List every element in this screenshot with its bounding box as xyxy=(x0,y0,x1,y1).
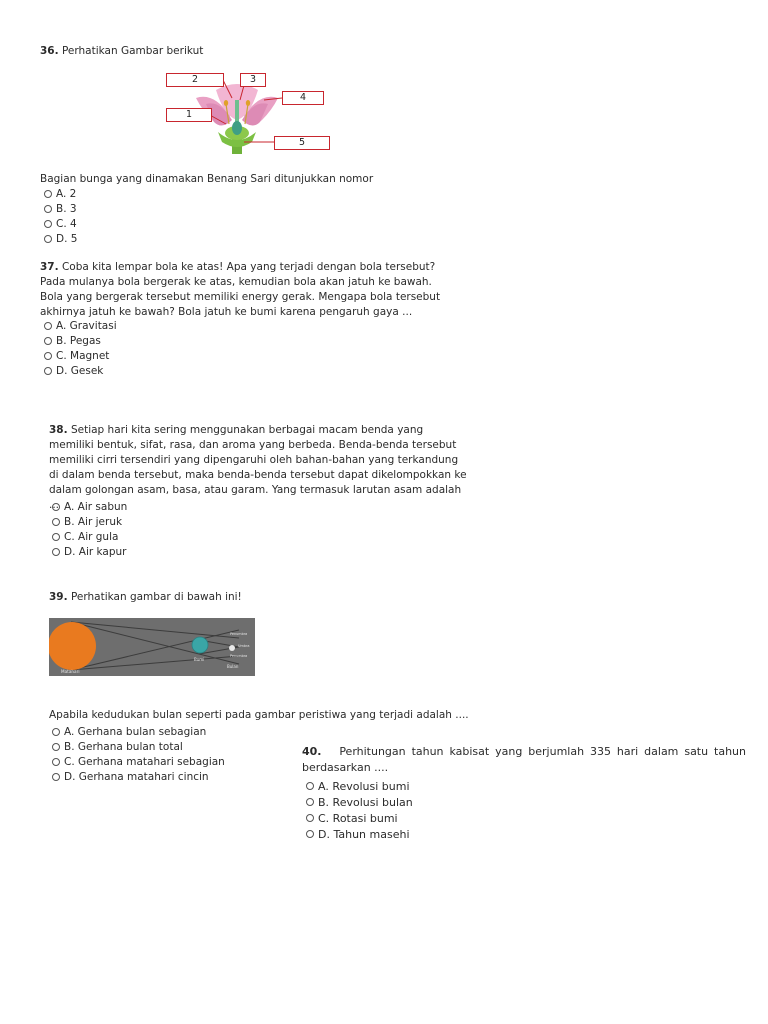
q36-question: Bagian bunga yang dinamakan Benang Sari ditunjukkan nomor xyxy=(40,173,374,185)
flower-label-2: 2 xyxy=(166,73,224,87)
option-label: D. 5 xyxy=(56,232,78,245)
q36-option-d[interactable] xyxy=(44,231,77,246)
option-label: C. Air gula xyxy=(64,530,119,543)
flower-label-4: 4 xyxy=(282,91,324,105)
q39-question: Apabila kedudukan bulan seperti pada gambar peristiwa yang terjadi adalah .... xyxy=(49,709,469,721)
option-label: B. Air jeruk xyxy=(64,515,123,528)
flower-diagram xyxy=(160,70,330,154)
q38-option-b[interactable] xyxy=(52,514,127,529)
q40-block xyxy=(302,744,746,842)
q36-option-b[interactable] xyxy=(44,201,77,216)
q39-option-b[interactable] xyxy=(52,739,225,754)
q39-title xyxy=(49,590,242,604)
q36-number: 36. xyxy=(40,45,59,57)
option-label: D. Gerhana matahari cincin xyxy=(64,770,209,783)
q39-title-text: Perhatikan gambar di bawah ini! xyxy=(70,591,242,603)
q37-option-c[interactable] xyxy=(44,348,117,363)
q38-option-c[interactable] xyxy=(52,529,127,544)
radio-icon[interactable] xyxy=(44,205,52,213)
option-label: D. Tahun masehi xyxy=(318,827,410,841)
radio-icon[interactable] xyxy=(44,337,52,345)
radio-icon[interactable] xyxy=(52,758,60,766)
radio-icon[interactable] xyxy=(306,798,314,806)
q37-option-a[interactable] xyxy=(44,318,117,333)
penumbra-label-bottom: Penumbra xyxy=(230,654,248,658)
q37-body: Coba kita lempar bola ke atas! Apa yang terjadi dengan bola tersebut? Pada mulanya bola bergerak ke atas, kemudian bola akan jatuh ke bawah. Bola yang bergerak tersebut memiliki energy gerak. Mengapa bola tersebut akhirnya jatuh ke bawah? Bola jatuh ke bumi karena pengaruh gaya ... xyxy=(40,261,441,318)
option-label: C. Gerhana matahari sebagian xyxy=(64,755,225,768)
option-label: A. Revolusi bumi xyxy=(318,779,410,793)
q39-number: 39. xyxy=(49,591,68,603)
eclipse-diagram xyxy=(49,618,255,676)
q40-option-a[interactable] xyxy=(306,778,746,794)
option-label: C. Magnet xyxy=(56,349,110,362)
option-label: B. 3 xyxy=(56,202,77,215)
radio-icon[interactable] xyxy=(44,190,52,198)
q39-option-d[interactable] xyxy=(52,769,225,784)
option-label: A. 2 xyxy=(56,187,77,200)
earth-label: Bumi xyxy=(194,657,205,662)
radio-icon[interactable] xyxy=(44,352,52,360)
q40-body: Perhitungan tahun kabisat yang berjumlah 335 hari dalam satu tahun berdasarkan .... xyxy=(302,745,746,774)
q37-options xyxy=(44,318,117,378)
q36-option-a[interactable] xyxy=(44,186,77,201)
radio-icon[interactable] xyxy=(44,220,52,228)
q36-title xyxy=(40,44,203,58)
q38-options xyxy=(52,499,127,559)
radio-icon[interactable] xyxy=(52,773,60,781)
option-label: B. Gerhana bulan total xyxy=(64,740,183,753)
q38-option-d[interactable] xyxy=(52,544,127,559)
option-label: A. Gerhana bulan sebagian xyxy=(64,725,207,738)
q38-option-a[interactable] xyxy=(52,499,127,514)
radio-icon[interactable] xyxy=(306,830,314,838)
q40-option-c[interactable] xyxy=(306,810,746,826)
q38-body: Setiap hari kita sering menggunakan berbagai macam benda yang memiliki bentuk, sifat, rasa, dan aroma yang berbeda. Benda-benda tersebut memiliki cirri tersendiri yang dipengaruhi oleh bahan-bahan yang terkandung di dalam benda tersebut, maka benda-benda tersebut dapat dikelompokkan ke dalam golongan asam, basa, atau garam. Yang termasuk larutan asam adalah ... xyxy=(49,424,467,511)
radio-icon[interactable] xyxy=(52,518,60,526)
q39-option-c[interactable] xyxy=(52,754,225,769)
q36-option-c[interactable] xyxy=(44,216,77,231)
penumbra-label-top: Penumbra xyxy=(230,632,248,636)
radio-icon[interactable] xyxy=(44,322,52,330)
q40-number: 40. xyxy=(302,745,322,758)
q37-number: 37. xyxy=(40,261,59,273)
radio-icon[interactable] xyxy=(52,533,60,541)
q38-number: 38. xyxy=(49,424,68,436)
option-label: C. 4 xyxy=(56,217,77,230)
option-label: D. Gesek xyxy=(56,364,104,377)
q37-text xyxy=(40,260,458,320)
q39-options xyxy=(52,724,225,784)
flower-label-1: 1 xyxy=(166,108,212,122)
q37-option-d[interactable] xyxy=(44,363,117,378)
radio-icon[interactable] xyxy=(52,503,60,511)
moon-label: Bulan xyxy=(227,664,239,669)
umbra-label: Umbra xyxy=(238,644,250,648)
sun-label: Matahari xyxy=(61,669,80,674)
option-label: C. Rotasi bumi xyxy=(318,811,398,825)
option-label: B. Pegas xyxy=(56,334,101,347)
radio-icon[interactable] xyxy=(52,743,60,751)
q40-option-d[interactable] xyxy=(306,826,746,842)
radio-icon[interactable] xyxy=(52,548,60,556)
option-label: D. Air kapur xyxy=(64,545,127,558)
option-label: A. Air sabun xyxy=(64,500,128,513)
q40-options xyxy=(306,778,746,842)
radio-icon[interactable] xyxy=(306,782,314,790)
q40-text xyxy=(302,744,746,776)
radio-icon[interactable] xyxy=(44,367,52,375)
q36-options xyxy=(44,186,77,246)
option-label: B. Revolusi bulan xyxy=(318,795,413,809)
q40-option-b[interactable] xyxy=(306,794,746,810)
q39-option-a[interactable] xyxy=(52,724,225,739)
q37-option-b[interactable] xyxy=(44,333,117,348)
q36-title-text: Perhatikan Gambar berikut xyxy=(61,45,204,57)
flower-label-5: 5 xyxy=(274,136,330,150)
radio-icon[interactable] xyxy=(44,235,52,243)
radio-icon[interactable] xyxy=(306,814,314,822)
eclipse-illustration xyxy=(49,618,255,676)
option-label: A. Gravitasi xyxy=(56,319,117,332)
radio-icon[interactable] xyxy=(52,728,60,736)
flower-label-3: 3 xyxy=(240,73,266,87)
